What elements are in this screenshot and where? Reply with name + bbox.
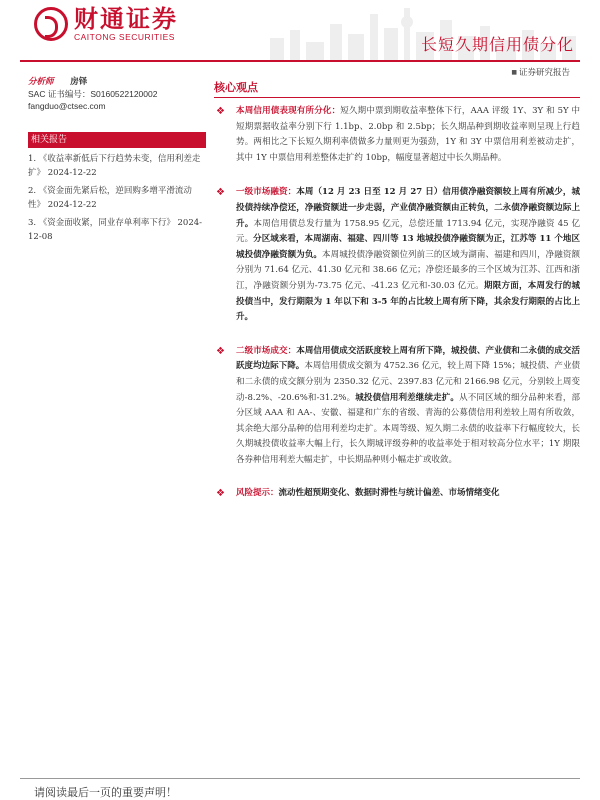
section-primary-market [214, 185, 580, 325]
section-bold-text: 本周（12 月 23 日至 12 月 27 日）信用债净融资额较上周有所减少，城投债持续净偿还，净融资额进一步走弱，产业债净融资额由正转负，二永债净融资额边际上升。 [236, 187, 580, 229]
section-text: 本周城投债净融资额位列前三的区域为湖南、福建和四川，净融资额分别为 71.64 亿元、41.30 亿元和 38.66 亿元；净偿还最多的三个区域为江苏、江西和浙江，净融资额分别为-73.75 亿元、-41.23 亿元和-30.03 亿元。 [236, 249, 580, 291]
section-lead: 一级市场融资： [236, 187, 297, 198]
footer-disclaimer: 请阅读最后一页的重要声明！ [34, 786, 177, 799]
diamond-bullet-icon: ❖ [216, 187, 225, 199]
related-report-item[interactable]: 2. 《资金面先紧后松，逆回购多增平滑流动性》 2024-12-22 [28, 186, 192, 210]
report-type: ■ 证券研究报告 [511, 66, 570, 78]
section-text: 本周信用债总发行量为 1758.95 亿元，总偿还量 1713.94 亿元，实现净融资 45 亿元。 [236, 218, 580, 245]
analyst-sac: SAC 证书编号：S0160522120002 [28, 89, 158, 99]
main-content [214, 76, 580, 502]
header-divider [20, 60, 580, 62]
logo-en: CAITONG SECURITIES [74, 32, 175, 42]
section-bold-text: 本周信用债成交活跃度较上周有所下降，城投债、产业债和二永债的成交活跃度均边际下降。 [236, 345, 580, 372]
diamond-bullet-icon: ❖ [216, 106, 225, 117]
logo-mark-icon [34, 7, 68, 41]
related-reports-title: 相关报告 [28, 132, 206, 148]
section-bold-text: 流动性超预期变化、数据时滞性与统计偏差、市场情绪变化 [278, 488, 500, 499]
section-bold-text: 期限方面，本周发行的城投债当中，发行期限为 1 年以下和 3-5 年的占比较上周有所下降，其余发行期限的占比上升。 [236, 280, 580, 323]
section-text: 从不同区域的细分品种来看，部分区域 AAA 和 AA-、安徽、福建和广东的省级、青海的公募债信用利差较上周有所收敛，其余绝大部分品种的信用利差均走扩。本周等级、短久期二永债的收益率下行幅度较大，长久期城投债收益率大幅上行，长久期城评级券种的收益率处于相对较高分位水平；1Y 期限各券种信用利差大幅走扩，中长期品种则小幅走扩或收敛。 [236, 392, 580, 465]
sidebar [28, 76, 206, 244]
section-lead: 本周信用债表现有所分化： [236, 106, 341, 116]
footer-divider [20, 778, 580, 779]
section-risk-warning [214, 486, 580, 502]
page-header [0, 0, 600, 80]
core-views-title: 核心观点 [214, 76, 580, 98]
section-bold-text: 分区域来看，本周湖南、福建、四川等 13 地城投债净融资额为正，江苏等 11 个地区城投债净融资额为负。 [236, 234, 580, 260]
section-text: 短久期中票到期收益率整体下行，AAA 评级 1Y、3Y 和 5Y 中短期票据收益率分别下行 1.1bp、2.0bp 和 2.5bp；长久期品种到期收益率则呈现上行趋势。两相比之下长短久期利率债做多力量则更为强劲，1Y 和 3Y 中票信用利差被动走扩，其中 1Y 中票信用利差整体走扩约 10bp，幅度显著超过中长久期品种。 [236, 106, 580, 163]
analyst-email[interactable]: fangduo@ctsec.com [28, 101, 106, 111]
related-report-item[interactable]: 1. 《收益率新低后下行趋势未变，信用利差走扩》 2024-12-22 [28, 154, 201, 178]
analyst-name: 房铎 [70, 77, 88, 87]
analyst-role: 分析师 [28, 77, 54, 87]
diamond-bullet-icon: ❖ [216, 345, 225, 357]
related-report-item[interactable]: 3. 《资金面收紧，同业存单利率下行》 2024-12-08 [28, 218, 203, 242]
section-text: 本周信用债成交额为 4752.36 亿元，较上周下降 15%；城投债、产业债和二永债的成交额分别为 2350.32 亿元、2397.83 亿元和 2166.98 亿元，分别较上周变动-8.2%、-20.6%和-31.2%。 [236, 361, 580, 403]
report-title: 长短久期信用债分化 [420, 35, 574, 54]
section-secondary-market [214, 344, 580, 469]
logo-cn: 财通证券 [74, 5, 178, 33]
section-lead: 风险提示： [236, 488, 279, 499]
section-bold-text: 城投债信用利差继续走扩。 [355, 392, 460, 403]
section-lead: 二级市场成交： [236, 345, 297, 356]
company-logo [34, 6, 178, 42]
analyst-info [28, 76, 206, 88]
diamond-bullet-icon: ❖ [216, 488, 225, 500]
section-credit-performance [214, 104, 580, 166]
